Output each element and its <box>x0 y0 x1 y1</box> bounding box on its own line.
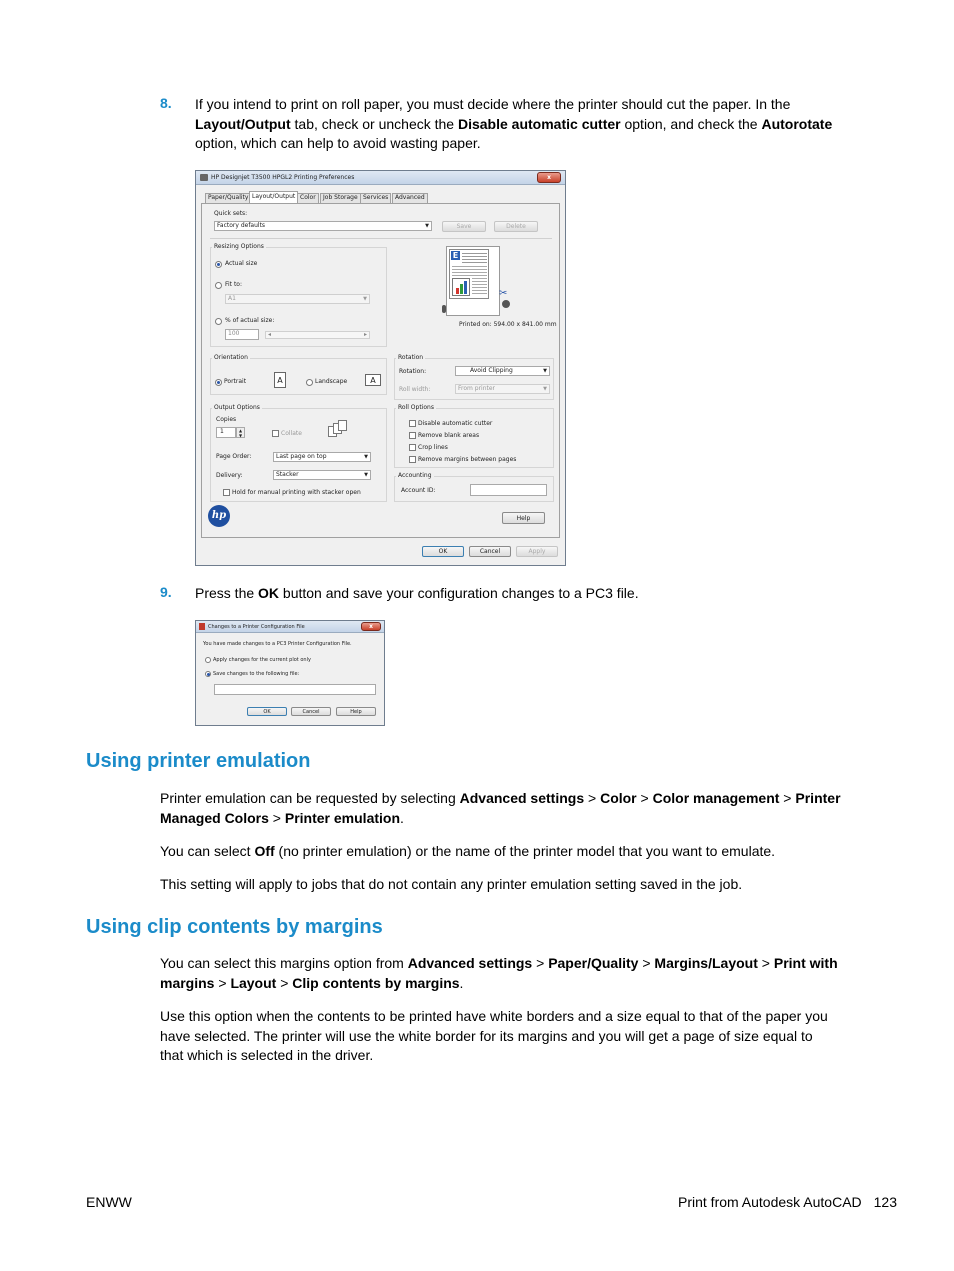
portrait-radio[interactable] <box>215 379 222 386</box>
dialog-titlebar <box>196 621 384 633</box>
delivery-dropdown[interactable] <box>273 470 371 480</box>
ok-button[interactable]: OK <box>247 707 287 716</box>
apply-current-plot-label: Apply changes for the current plot only <box>213 657 311 663</box>
tab-paper-quality[interactable]: Paper/Quality <box>205 193 251 203</box>
bold-span: margins <box>160 974 215 991</box>
page-order-label: Page Order: <box>216 453 252 460</box>
roll-width-value: From printer <box>458 385 496 392</box>
delivery-value: Stacker <box>276 471 299 478</box>
text-span: > <box>779 790 796 806</box>
clip-contents-paragraph-1 <box>160 954 900 993</box>
roll-options-title: Roll Options <box>398 404 434 411</box>
apply-button[interactable]: Apply <box>516 546 558 557</box>
text-span: > <box>584 790 601 806</box>
bold-span: Managed Colors <box>160 809 269 826</box>
tab-color[interactable]: Color <box>297 193 319 203</box>
section-heading-clip-contents: Using clip contents by margins <box>86 916 383 938</box>
paragraph-line <box>160 954 900 974</box>
page-order-value: Last page on top <box>276 453 327 460</box>
crop-lines-label: Crop lines <box>418 444 448 451</box>
preview-content <box>449 249 489 299</box>
rotation-dropdown[interactable] <box>455 366 550 376</box>
resizing-options-title: Resizing Options <box>214 243 264 250</box>
dropdown-arrow-icon: ▼ <box>543 368 547 374</box>
roll-width-dropdown[interactable] <box>455 384 550 394</box>
printer-emulation-paragraph-2 <box>160 842 775 862</box>
dropdown-arrow-icon: ▼ <box>364 454 368 460</box>
orientation-title: Orientation <box>214 354 248 361</box>
section-heading-printer-emulation: Using printer emulation <box>86 750 311 772</box>
bold-span: Clip contents by margins <box>292 974 460 991</box>
bold-span: Color <box>600 790 637 806</box>
close-icon[interactable]: x <box>361 622 381 631</box>
roll-icon <box>502 300 510 308</box>
remove-margins-label: Remove margins between pages <box>418 456 517 463</box>
clip-contents-paragraph-2 <box>160 1007 900 1066</box>
help-button[interactable]: Help <box>502 512 545 524</box>
disable-cutter-checkbox[interactable] <box>409 420 416 427</box>
remove-blank-checkbox[interactable] <box>409 432 416 439</box>
chart-bar-icon <box>464 281 467 294</box>
text-span: > <box>268 809 285 826</box>
tab-advanced[interactable]: Advanced <box>392 193 428 203</box>
text-span: You can select this margins option from <box>160 955 408 971</box>
disable-cutter-label: Disable automatic cutter <box>418 420 493 427</box>
apply-current-plot-radio[interactable] <box>205 657 211 663</box>
footer-right <box>678 1194 897 1210</box>
page-order-dropdown[interactable] <box>273 452 371 462</box>
dropdown-arrow-icon: ▼ <box>425 223 429 229</box>
quick-sets-dropdown[interactable] <box>214 221 432 231</box>
ok-button[interactable]: OK <box>422 546 464 557</box>
chart-bar-icon <box>456 288 459 294</box>
dialog-titlebar <box>196 171 565 185</box>
cancel-button[interactable]: Cancel <box>469 546 511 557</box>
percent-size-radio[interactable] <box>215 318 222 325</box>
step-number-9: 9. <box>160 584 172 600</box>
file-path-input[interactable] <box>214 684 376 695</box>
preview-text-lines <box>472 278 487 296</box>
fit-to-label: Fit to: <box>225 281 242 288</box>
dialog-title: Changes to a Printer Configuration File <box>208 624 305 630</box>
bold-span: Off <box>254 843 275 859</box>
delete-button[interactable]: Delete <box>494 221 538 232</box>
copies-input[interactable]: 1 <box>216 427 236 438</box>
portrait-page-icon: A <box>274 372 286 388</box>
roll-width-label: Roll width: <box>399 386 431 393</box>
bold-span: Layout <box>230 974 277 991</box>
dialog-message: You have made changes to a PC3 Printer Configuration File. <box>203 641 352 647</box>
orientation-group <box>210 358 387 395</box>
paragraph-line <box>160 789 900 809</box>
preview-text-lines <box>462 253 487 265</box>
fit-to-radio[interactable] <box>215 282 222 289</box>
step-8-line-1: If you intend to print on roll paper, you must decide where the printer should cut the paper. In the <box>195 96 791 112</box>
step-9-text <box>195 584 639 604</box>
step-8-line-2 <box>195 115 895 135</box>
roll-end-icon <box>442 305 446 313</box>
scissors-icon: ✂ <box>499 288 508 299</box>
text-span: tab, check or uncheck the <box>290 115 458 132</box>
dropdown-arrow-icon: ▼ <box>543 386 547 392</box>
printing-preferences-dialog <box>195 170 566 566</box>
autocad-icon <box>199 623 205 630</box>
collate-pages-icon <box>338 420 347 431</box>
tab-panel <box>201 203 560 538</box>
divider <box>210 238 552 239</box>
save-to-file-radio[interactable] <box>205 671 211 677</box>
quick-sets-value: Factory defaults <box>217 222 266 229</box>
text-span: Press the <box>195 585 259 601</box>
slider-left-icon: ◂ <box>268 331 272 338</box>
chart-bar-icon <box>460 284 463 294</box>
text-span: button and save your configuration changes to a PC3 file. <box>279 585 639 601</box>
preview-chart-icon <box>452 278 470 296</box>
hold-manual-label: Hold for manual printing with stacker open <box>232 489 361 496</box>
bold-span: Margins/Layout <box>654 955 758 971</box>
preview-letter-e: E <box>452 251 459 260</box>
stepper-down-icon: ▼ <box>238 433 243 438</box>
copies-stepper[interactable] <box>236 427 245 438</box>
text-span: > <box>757 955 774 971</box>
account-id-input[interactable] <box>470 484 547 496</box>
rotation-label: Rotation: <box>399 368 427 375</box>
step-8-line-3: option, which can help to avoid wasting paper. <box>195 135 481 151</box>
remove-margins-checkbox[interactable] <box>409 456 416 463</box>
collate-checkbox[interactable] <box>272 430 279 437</box>
paragraph-line: have selected. The printer will use the white border for its margins and you will get a page of size equal to <box>160 1027 813 1044</box>
account-id-label: Account ID: <box>401 487 436 494</box>
paragraph-line: that which is selected in the driver. <box>160 1047 374 1063</box>
bold-autorotate: Autorotate <box>761 115 833 132</box>
copies-label: Copies <box>216 416 237 423</box>
step-number-8: 8. <box>160 95 172 111</box>
paragraph-line: Use this option when the contents to be printed have white borders and a size equal to that of the paper you <box>160 1008 828 1024</box>
paragraph-line <box>160 974 900 994</box>
text-span: > <box>214 974 231 991</box>
percent-slider[interactable] <box>265 331 370 339</box>
fit-to-value: A1 <box>228 295 236 302</box>
text-span: option, and check the <box>620 115 762 132</box>
quick-sets-label: Quick sets: <box>214 210 248 217</box>
paragraph-line <box>160 809 900 829</box>
footer-left: ENWW <box>86 1194 132 1210</box>
tab-services[interactable]: Services <box>360 193 391 203</box>
stepper-up-icon: ▲ <box>238 428 243 433</box>
percent-size-label: % of actual size: <box>225 317 275 324</box>
bold-disable-cutter: Disable automatic cutter <box>457 115 621 132</box>
remove-blank-label: Remove blank areas <box>418 432 480 439</box>
printed-on-label: Printed on: 594.00 x 841.00 mm <box>459 321 557 328</box>
page-number: 123 <box>873 1194 897 1210</box>
preview-text-lines <box>452 266 487 276</box>
text-span: You can select <box>160 843 255 859</box>
rotation-value: Avoid Clipping <box>470 367 513 374</box>
close-icon[interactable]: x <box>537 172 561 183</box>
hp-logo: hp <box>208 505 230 527</box>
actual-size-label: Actual size <box>225 260 258 267</box>
delivery-label: Delivery: <box>216 472 243 479</box>
save-button[interactable]: Save <box>442 221 486 232</box>
landscape-radio[interactable] <box>306 379 313 386</box>
bold-span: Printer <box>795 790 841 806</box>
bold-span: Advanced settings <box>459 790 585 806</box>
dropdown-arrow-icon: ▼ <box>364 472 368 478</box>
bold-span: Paper/Quality <box>548 955 639 971</box>
portrait-label: Portrait <box>224 378 247 385</box>
landscape-label: Landscape <box>315 378 348 385</box>
accounting-title: Accounting <box>398 472 432 479</box>
landscape-page-icon: A <box>365 374 381 386</box>
actual-size-radio[interactable] <box>215 261 222 268</box>
help-button[interactable]: Help <box>336 707 376 716</box>
text-span: > <box>276 974 293 991</box>
tab-job-storage[interactable]: Job Storage <box>320 193 361 203</box>
text-span: > <box>638 955 655 971</box>
collate-label: Collate <box>281 430 302 437</box>
text-span: . <box>459 974 464 991</box>
cancel-button[interactable]: Cancel <box>291 707 331 716</box>
step-8-text <box>195 95 895 154</box>
bold-span: Printer emulation <box>284 809 401 826</box>
percent-input[interactable]: 100 <box>225 329 259 340</box>
bold-layout-output: Layout/Output <box>195 115 291 132</box>
crop-lines-checkbox[interactable] <box>409 444 416 451</box>
printer-emulation-paragraph-1 <box>160 789 900 828</box>
bold-span: Print with <box>773 955 838 971</box>
save-to-file-label: Save changes to the following file: <box>213 671 300 677</box>
printer-emulation-paragraph-3: This setting will apply to jobs that do not contain any printer emulation setting saved in the job. <box>160 876 743 892</box>
output-options-title: Output Options <box>214 404 260 411</box>
tab-layout-output[interactable]: Layout/Output <box>249 191 298 204</box>
dropdown-arrow-icon: ▼ <box>363 296 367 302</box>
footer-chapter: Print from Autodesk AutoCAD <box>678 1194 862 1210</box>
hold-manual-checkbox[interactable] <box>223 489 230 496</box>
text-span: > <box>532 955 549 971</box>
bold-ok: OK <box>258 585 280 601</box>
rotation-title: Rotation <box>398 354 424 361</box>
bold-span: Color management <box>652 790 780 806</box>
bold-span: Advanced settings <box>407 955 533 971</box>
text-span: . <box>400 809 404 826</box>
text-span: > <box>636 790 653 806</box>
pc3-changes-dialog <box>195 620 385 726</box>
slider-right-icon: ▸ <box>363 331 367 338</box>
text-span: Printer emulation can be requested by selecting <box>160 790 460 806</box>
dialog-title: HP Designjet T3500 HPGL2 Printing Preferences <box>211 174 355 181</box>
printer-icon <box>200 174 208 181</box>
fit-to-dropdown[interactable] <box>225 294 370 304</box>
text-span: (no printer emulation) or the name of the printer model that you want to emulate. <box>274 843 776 859</box>
page-preview <box>446 246 500 316</box>
